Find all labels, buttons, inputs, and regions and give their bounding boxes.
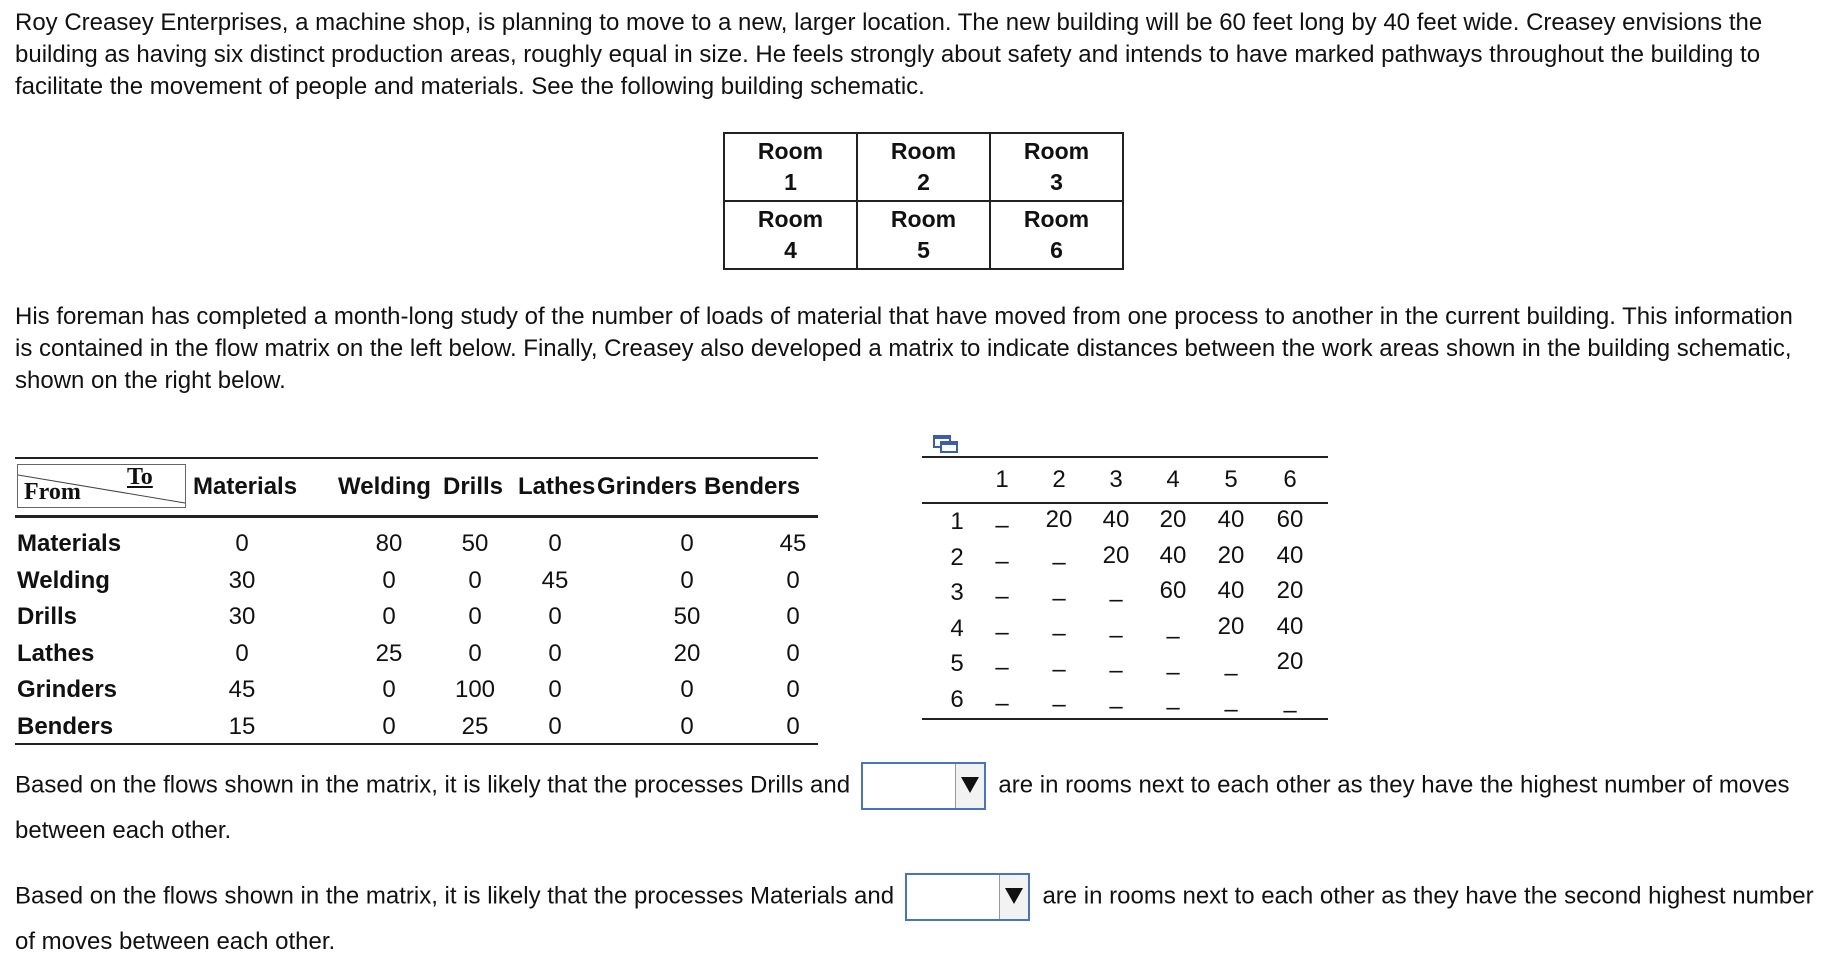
distance-cell: – [1283,697,1297,724]
flow-cell: 0 [382,676,396,703]
popup-window-icon[interactable] [933,432,959,454]
question-2 [15,873,1815,963]
distance-cell: 20 [1159,506,1187,533]
to-label: To [127,464,153,490]
distance-row-label: 2 [950,543,964,571]
flow-row-label: Welding [17,566,110,594]
flow-row-label: Lathes [17,639,95,667]
distance-col-header: 5 [1224,466,1238,493]
flow-cell: 50 [461,530,489,557]
schematic-room-5: Room 5 [857,201,990,269]
distance-row-label: 1 [950,508,964,535]
distance-cell: – [1109,586,1123,613]
question-2-dropdown[interactable] [905,873,1030,921]
distance-row-2 [922,542,1328,578]
flow-row-lathes [15,634,818,671]
distance-row-3 [922,577,1328,613]
flow-cell: 50 [673,603,701,630]
schematic-room-6: Room 6 [990,201,1123,269]
flow-cell: 0 [680,530,694,557]
distance-row-1 [922,506,1328,542]
question-2-text-after: are in rooms next to each other as they have the second highest number of moves between each other. [15,882,1814,955]
flow-cell: 100 [454,676,496,703]
distance-col-header: 1 [995,466,1009,493]
question-1 [15,762,1815,852]
distance-cell: 40 [1276,541,1304,569]
flow-row-label: Benders [17,712,114,740]
flow-cell: 45 [228,676,256,703]
distance-cell: – [1052,691,1066,718]
distance-cell: – [1052,584,1066,612]
question-1-text-before: Based on the flows shown in the matrix, it is likely that the processes Drills and [15,771,851,799]
distance-cell: – [995,547,1009,575]
distance-matrix-header-rule [922,502,1328,504]
flow-cell: 0 [786,712,800,740]
distance-row-label: 4 [950,614,964,642]
flow-cell: 0 [548,530,562,557]
distance-col-header: 6 [1283,466,1297,493]
flow-cell: 0 [786,639,800,667]
distance-cell: 20 [1045,506,1073,533]
flow-cell: 45 [541,566,569,594]
flow-cell: 0 [468,566,482,594]
distance-row-4 [922,613,1328,649]
from-to-corner-cell [17,464,186,508]
flow-cell: 0 [382,566,396,594]
distance-cell: 40 [1217,577,1245,604]
distance-row-label: 3 [950,579,964,606]
flow-row-benders [15,707,818,744]
flow-cell: 0 [786,566,800,594]
col-header-drills: Drills [443,473,504,500]
col-header-welding: Welding [338,473,431,500]
distance-cell: – [1052,620,1066,647]
flow-cell: 30 [228,566,256,594]
distance-matrix [922,456,1328,724]
flow-cell: 0 [786,603,800,630]
flow-matrix-body [15,518,818,743]
distance-cell: 20 [1217,541,1245,569]
distance-cell: – [995,689,1009,717]
distance-cell: 40 [1102,506,1130,533]
flow-cell: 15 [228,712,256,740]
distance-cell: 60 [1276,506,1304,533]
flow-cell: 25 [461,712,489,740]
flow-cell: 0 [680,712,694,740]
flow-cell: 0 [468,639,482,667]
distance-cell: – [1109,692,1123,720]
question-1-text-after: are in rooms next to each other as they have the highest number of moves between each other. [15,771,1790,844]
distance-cell: – [1224,660,1238,687]
flow-cell: 0 [235,639,249,667]
flow-cell: 0 [468,603,482,630]
distance-cell: 60 [1159,577,1187,604]
flow-cell: 45 [779,530,807,557]
col-header-grinders: Grinders [597,473,698,500]
distance-row-5 [922,648,1328,687]
flow-row-label: Grinders [17,676,118,703]
flow-row-materials [15,524,818,561]
distance-cell: – [1109,657,1123,684]
distance-col-header: 3 [1109,466,1123,493]
flow-matrix [15,457,818,745]
distance-row-label: 6 [950,685,964,713]
flow-cell: 0 [235,530,249,557]
distance-cell: 20 [1217,612,1245,640]
flow-row-label: Materials [17,530,122,557]
flow-cell: 0 [548,639,562,667]
flow-cell: 0 [680,566,694,594]
flow-cell: 0 [786,676,800,703]
question-1-dropdown[interactable] [861,762,986,810]
flow-cell: 0 [548,676,562,703]
distance-cell: 20 [1276,648,1304,675]
col-header-materials: Materials [193,473,298,500]
flow-cell: 0 [680,676,694,703]
distance-cell: – [1109,621,1123,649]
question-2-text-before: Based on the flows shown in the matrix, it is likely that the processes Materials and [15,882,895,910]
distance-cell: 40 [1159,541,1187,569]
distance-cell: – [1224,695,1238,723]
flow-row-welding [15,561,818,598]
distance-cell: – [1052,655,1066,683]
distance-cell: – [1052,549,1066,576]
col-header-lathes: Lathes [518,473,596,500]
flow-row-grinders [15,670,818,707]
flow-cell: 20 [673,639,701,667]
distance-cell: – [995,512,1009,539]
distance-cell: 20 [1102,541,1130,569]
distance-cell: 40 [1276,612,1304,640]
flow-cell: 0 [548,603,562,630]
building-schematic [723,132,1124,270]
schematic-room-1: Room 1 [724,133,857,201]
distance-cell: 20 [1276,577,1304,604]
flow-cell: 0 [548,712,562,740]
intro-paragraph: Roy Creasey Enterprises, a machine shop, is planning to move to a new, larger location. The new building will be 60 feet long by 40 feet wide. Creasey envisions the building as having six distinct production areas, roughly equal in size. He feels strongly about safety and intends to have marked pathways throughout the building to facilitate the movement of people and materials. See the following building schematic. [15,9,1763,100]
distance-cell: – [995,654,1009,681]
schematic-room-3: Room 3 [990,133,1123,201]
distance-cell: – [1166,623,1180,650]
distance-row-label: 5 [950,650,964,677]
col-header-benders: Benders [704,473,801,500]
flow-cell: 0 [382,603,396,630]
distance-cell: – [1166,658,1180,686]
schematic-room-2: Room 2 [857,133,990,201]
flow-cell: 30 [228,603,256,630]
flow-row-drills [15,597,818,634]
distance-col-header: 2 [1052,466,1066,493]
distance-cell: – [1166,694,1180,721]
dropdown-arrow-icon[interactable] [999,875,1028,919]
dropdown-arrow-icon[interactable] [955,764,984,808]
flow-matrix-header [15,459,818,518]
schematic-room-4: Room 4 [724,201,857,269]
from-label: From [24,479,81,505]
distance-cell: 40 [1217,506,1245,533]
distance-col-header: 4 [1166,466,1180,493]
flow-row-label: Drills [17,603,78,630]
distance-row-6 [922,684,1328,724]
study-paragraph: His foreman has completed a month-long study of the number of loads of material that have moved from one process to another in the current building. This information is contained in the flow matrix on the left below. Finally, Creasey also developed a matrix to indicate distances between the work areas shown in the building schematic, shown on the right below. [15,303,1793,394]
distance-cell: – [995,583,1009,610]
distance-cell: – [995,618,1009,646]
flow-cell: 0 [382,712,396,740]
flow-cell: 80 [375,530,403,557]
flow-cell: 25 [375,639,403,667]
